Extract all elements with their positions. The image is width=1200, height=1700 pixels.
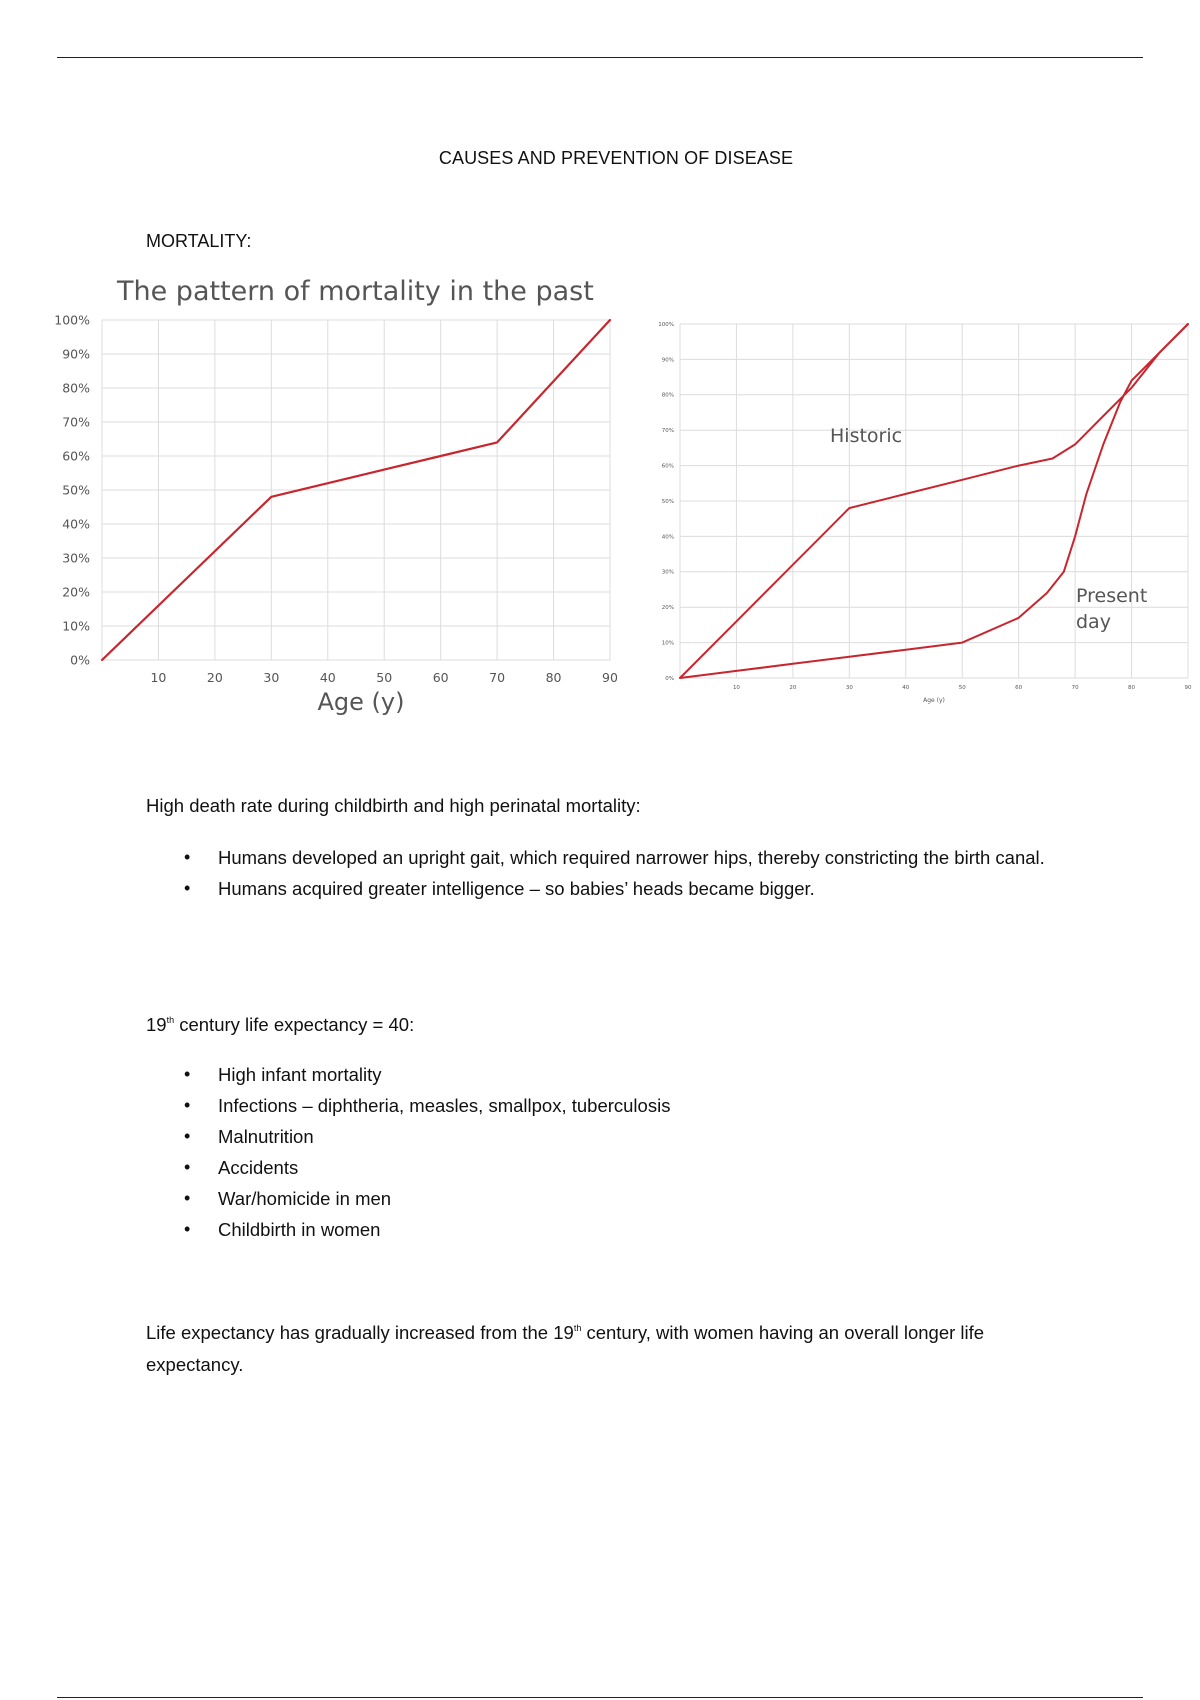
- x-tick-label: 90: [1184, 685, 1192, 691]
- series-annotation: Present: [1076, 585, 1148, 607]
- y-tick-label: 70%: [661, 428, 674, 435]
- section-label-mortality: MORTALITY:: [146, 231, 252, 251]
- y-tick-label: 80%: [62, 380, 90, 396]
- y-tick-label: 80%: [661, 392, 674, 399]
- y-tick-label: 0%: [70, 652, 90, 668]
- x-tick-label: 30: [845, 685, 853, 691]
- y-tick-label: 100%: [54, 312, 90, 328]
- list-item: • Humans developed an upright gait, which required narrower hips, thereby constricting the birth canal.: [184, 842, 1084, 873]
- y-tick-label: 50%: [62, 482, 90, 498]
- document-title: CAUSES AND PREVENTION OF DISEASE: [438, 148, 794, 168]
- y-tick-label: 10%: [62, 618, 90, 634]
- mortality-comparison-chart: [656, 300, 1200, 710]
- x-tick-label: 40: [902, 685, 910, 691]
- y-tick-label: 50%: [661, 498, 674, 505]
- bottom-rule: [57, 1697, 1143, 1698]
- series-annotation: Historic: [830, 425, 903, 447]
- y-tick-label: 10%: [661, 640, 674, 647]
- x-tick-label: 10: [150, 670, 167, 685]
- y-tick-label: 0%: [665, 675, 674, 682]
- mortality-causes-list: [184, 1059, 1084, 1245]
- y-tick-label: 100%: [658, 321, 674, 328]
- list-item: • War/homicide in men: [184, 1183, 1084, 1214]
- paragraph-life-expectancy: 19th century life expectancy = 40:: [146, 1014, 415, 1035]
- x-tick-label: 50: [376, 670, 393, 685]
- list-item: • Infections – diphtheria, measles, smallpox, tuberculosis: [184, 1090, 1084, 1121]
- y-tick-label: 60%: [661, 463, 674, 470]
- superscript-th: th: [166, 1015, 175, 1025]
- y-tick-label: 40%: [661, 534, 674, 541]
- x-axis-label: Age (y): [923, 697, 945, 704]
- x-tick-label: 30: [263, 670, 280, 685]
- y-tick-label: 90%: [661, 357, 674, 364]
- y-tick-label: 90%: [62, 346, 90, 362]
- y-tick-label: 20%: [62, 584, 90, 600]
- y-tick-label: 70%: [62, 414, 90, 430]
- x-tick-label: 20: [789, 685, 797, 691]
- paragraph-conclusion: Life expectancy has gradually increased from the 19th century, with women having an overall longer life expectancy.: [146, 1322, 985, 1375]
- x-tick-label: 60: [1015, 685, 1023, 691]
- x-tick-label: 40: [319, 670, 336, 685]
- paragraph-childbirth: High death rate during childbirth and high perinatal mortality:: [146, 795, 641, 816]
- list-item: • Malnutrition: [184, 1121, 1084, 1152]
- list-item: • Humans acquired greater intelligence – so babies’ heads became bigger.: [184, 873, 1084, 904]
- y-tick-label: 60%: [62, 448, 90, 464]
- y-tick-label: 40%: [62, 516, 90, 532]
- x-tick-label: 80: [1128, 685, 1136, 691]
- list-item: • Accidents: [184, 1152, 1084, 1183]
- y-tick-label: 30%: [661, 569, 674, 576]
- superscript-th: th: [573, 1323, 582, 1333]
- x-axis-label: Age (y): [317, 688, 405, 716]
- x-tick-label: 70: [489, 670, 506, 685]
- x-tick-label: 10: [732, 685, 740, 691]
- list-item: • Childbirth in women: [184, 1214, 1084, 1245]
- top-rule: [57, 57, 1143, 58]
- x-tick-label: 50: [958, 685, 966, 691]
- y-tick-label: 20%: [661, 605, 674, 612]
- x-tick-label: 60: [432, 670, 449, 685]
- y-tick-label: 30%: [62, 550, 90, 566]
- mortality-past-chart: [46, 270, 648, 730]
- chart-title: The pattern of mortality in the past: [117, 276, 594, 307]
- x-tick-label: 70: [1071, 685, 1079, 691]
- list-item: • High infant mortality: [184, 1059, 1084, 1090]
- x-tick-label: 20: [206, 670, 223, 685]
- childbirth-causes-list: [184, 842, 1084, 904]
- series-annotation: day: [1076, 611, 1111, 633]
- x-tick-label: 90: [602, 670, 618, 685]
- x-tick-label: 80: [545, 670, 562, 685]
